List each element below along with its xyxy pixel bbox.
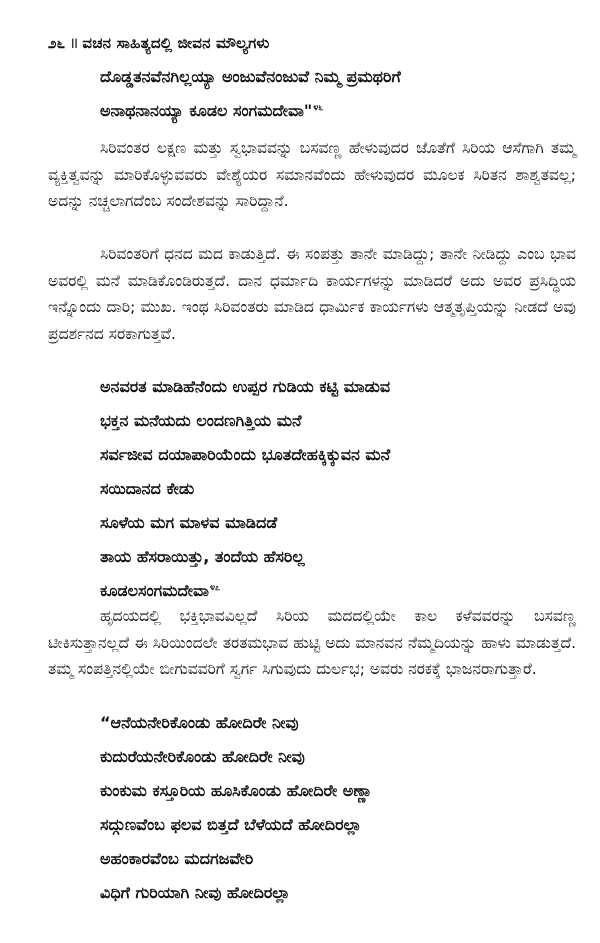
verse-line: ಸಯಿದಾನದ ಕೇಡು bbox=[100, 479, 195, 498]
paragraph-1: ಸಿರಿವಂತರ ಲಕ್ಷಣ ಮತ್ತು ಸ್ವಭಾವವನ್ನು ಬಸವಣ್ಣ ಹೇಳುವುದರ ಜೊತೆಗೆ ಸಿರಿಯ ಆಸೆಗಾಗಿ ತಮ್ಮ ವ್ಯಕ್ತಿತ್ವವನ್ನು ಮಾರಿಕೊಳ್ಳುವವರು ವೇಶ್ಯೆಯರ ಸಮಾನವೆಂದು ಹೇಳುವುದರ ಮೂಲಕ ಸಿರಿತನ ಶಾಶ್ವತವಲ್ಲ; ಅದನ್ನು ನಚ್ಚಲಾಗದೆಂಬ ಸಂದೇಶವನ್ನು ಸಾರಿದ್ದಾನೆ. bbox=[48, 139, 576, 210]
paragraph-3: ಹೃದಯದಲ್ಲಿ ಭಕ್ತಿಭಾವವಿಲ್ಲದೆ ಸಿರಿಯ ಮದದಲ್ಲಿಯೇ ಕಾಲ ಕಳೆವವರನ್ನು ಬಸವಣ್ಣ ಟೀಕಿಸುತ್ತಾನಲ್ಲದೆ ಈ ಸಿರಿಯಿಂದಲೇ ತರತಮಭಾವ ಹುಟ್ಟಿ ಅದು ಮಾನವನ ನೆಮ್ಮದಿಯನ್ನು ಹಾಳು ಮಾಡುತ್ತದೆ. ತಮ್ಮ ಸಂಪತ್ತಿನಲ್ಲಿಯೇ ಬೀಗುವವರಿಗೆ ಸ್ವರ್ಗ ಸಿಗುವುದು ದುರ್ಲಭ; ಅವರು ನರಕಕ್ಕೆ ಭಾಜನರಾಗುತ್ತಾರೆ. bbox=[48, 607, 576, 678]
running-head-title: ವಚನ ಸಾಹಿತ್ಯದಲ್ಲಿ ಜೀವನ ಮೌಲ್ಯಗಳು bbox=[82, 34, 270, 52]
verse-line: ಅನವರತ ಮಾಡಿಹೆನೆಂದು ಉಪ್ಪರ ಗುಡಿಯ ಕಟ್ಟಿ ಮಾಡುವ bbox=[100, 377, 391, 396]
page-number: ೨೬ bbox=[48, 34, 66, 52]
verse-line: ಸೂಳೆಯ ಮಗ ಮಾಳವ ಮಾಡಿದಡೆ bbox=[100, 513, 278, 532]
verse-line: ತಾಯ ಹೆಸರಾಯಿತ್ತು, ತಂದೆಯ ಹೆಸರಿಲ್ಲ bbox=[100, 547, 305, 566]
verse-quote-2 bbox=[100, 370, 390, 608]
verse-line-text: ಕೂಡಲಸಂಗಮದೇವಾ bbox=[100, 581, 209, 600]
footnote-marker: ೪೭ bbox=[209, 582, 221, 593]
verse-line: ಸದ್ಗುಣವೆಂಬ ಫಲವ ಬಿತ್ತದೆ ಬೆಳೆಯದೆ ಹೋದಿರಲ್ಲಾ bbox=[100, 815, 362, 834]
verse-quote-3 bbox=[100, 706, 372, 910]
verse-line: ಅಹಂಕಾರವೆಂಬ ಮದಗಜವೇರಿ bbox=[100, 849, 254, 868]
verse-line: ಕುದುರೆಯನೇರಿಕೊಂಡು ಹೋದಿರೇ ನೀವು bbox=[100, 747, 305, 766]
verse-line: ಭಕ್ತನ ಮನೆಯದು ಲಂದಣಗಿತ್ತಿಯ ಮನೆ bbox=[100, 411, 302, 430]
verse-line: ಸರ್ವಜೀವ ದಯಾಪಾರಿಯೆಂದು ಭೂತದೇಹಕ್ಕಿಕ್ಕುವನ ಮನೆ bbox=[100, 445, 391, 464]
paragraph-2: ಸಿರಿವಂತರಿಗೆ ಧನದ ಮದ ಕಾಡುತ್ತಿದೆ. ಈ ಸಂಪತ್ತು ತಾನೇ ಮಾಡಿದ್ದು; ತಾನೇ ನೀಡಿದ್ದು ಎಂಬ ಭಾವ ಅವರಲ್ಲಿ ಮನೆ ಮಾಡಿಕೊಂಡಿರುತ್ತದೆ. ದಾನ ಧರ್ಮಾದಿ ಕಾರ್ಯಗಳನ್ನು ಮಾಡಿದರೆ ಅದು ಅವರ ಪ್ರಸಿದ್ಧಿಯ ಇನ್ನೊಂದು ದಾರಿ; ಮುಖ. ಇಂಥ ಸಿರಿವಂತರು ಮಾಡಿದ ಧಾರ್ಮಿಕ ಕಾರ್ಯಗಳು ಆತ್ಮತೃಪ್ತಿಯನ್ನು ನೀಡದೆ ಅವು ಪ್ರದರ್ಶನದ ಸರಕಾಗುತ್ತವೆ. bbox=[48, 245, 576, 343]
verse-line: ವಿಧಿಗೆ ಗುರಿಯಾಗಿ ನೀವು ಹೋದಿರಲ್ಲಾ bbox=[100, 883, 291, 902]
verse-line: ಕುಂಕುಮ ಕಸ್ತೂರಿಯ ಹೂಸಿಕೊಂಡು ಹೋದಿರೇ ಅಣ್ಣಾ bbox=[100, 781, 373, 800]
verse-line-text: ಅನಾಥನಾನಯ್ಯಾ ಕೂಡಲ ಸಂಗಮದೇವಾ" bbox=[100, 101, 313, 120]
footnote-marker: ೪೬ bbox=[313, 102, 324, 113]
verse-line: “ಆನೆಯನೇರಿಕೊಂಡು ಹೋದಿರೇ ನೀವು bbox=[100, 713, 299, 732]
verse-line: ದೊಡ್ಡತನವೆನಗಿಲ್ಲಯ್ಯಾ ಅಂಜುವೆನಂಜುವೆ ನಿಮ್ಮ ಪ್ರಮಥರಿಗೆ bbox=[100, 67, 401, 86]
verse-quote-1 bbox=[100, 60, 401, 128]
running-head-separator: ॥ bbox=[69, 34, 79, 52]
running-head bbox=[48, 33, 270, 53]
verse-line bbox=[100, 94, 401, 128]
